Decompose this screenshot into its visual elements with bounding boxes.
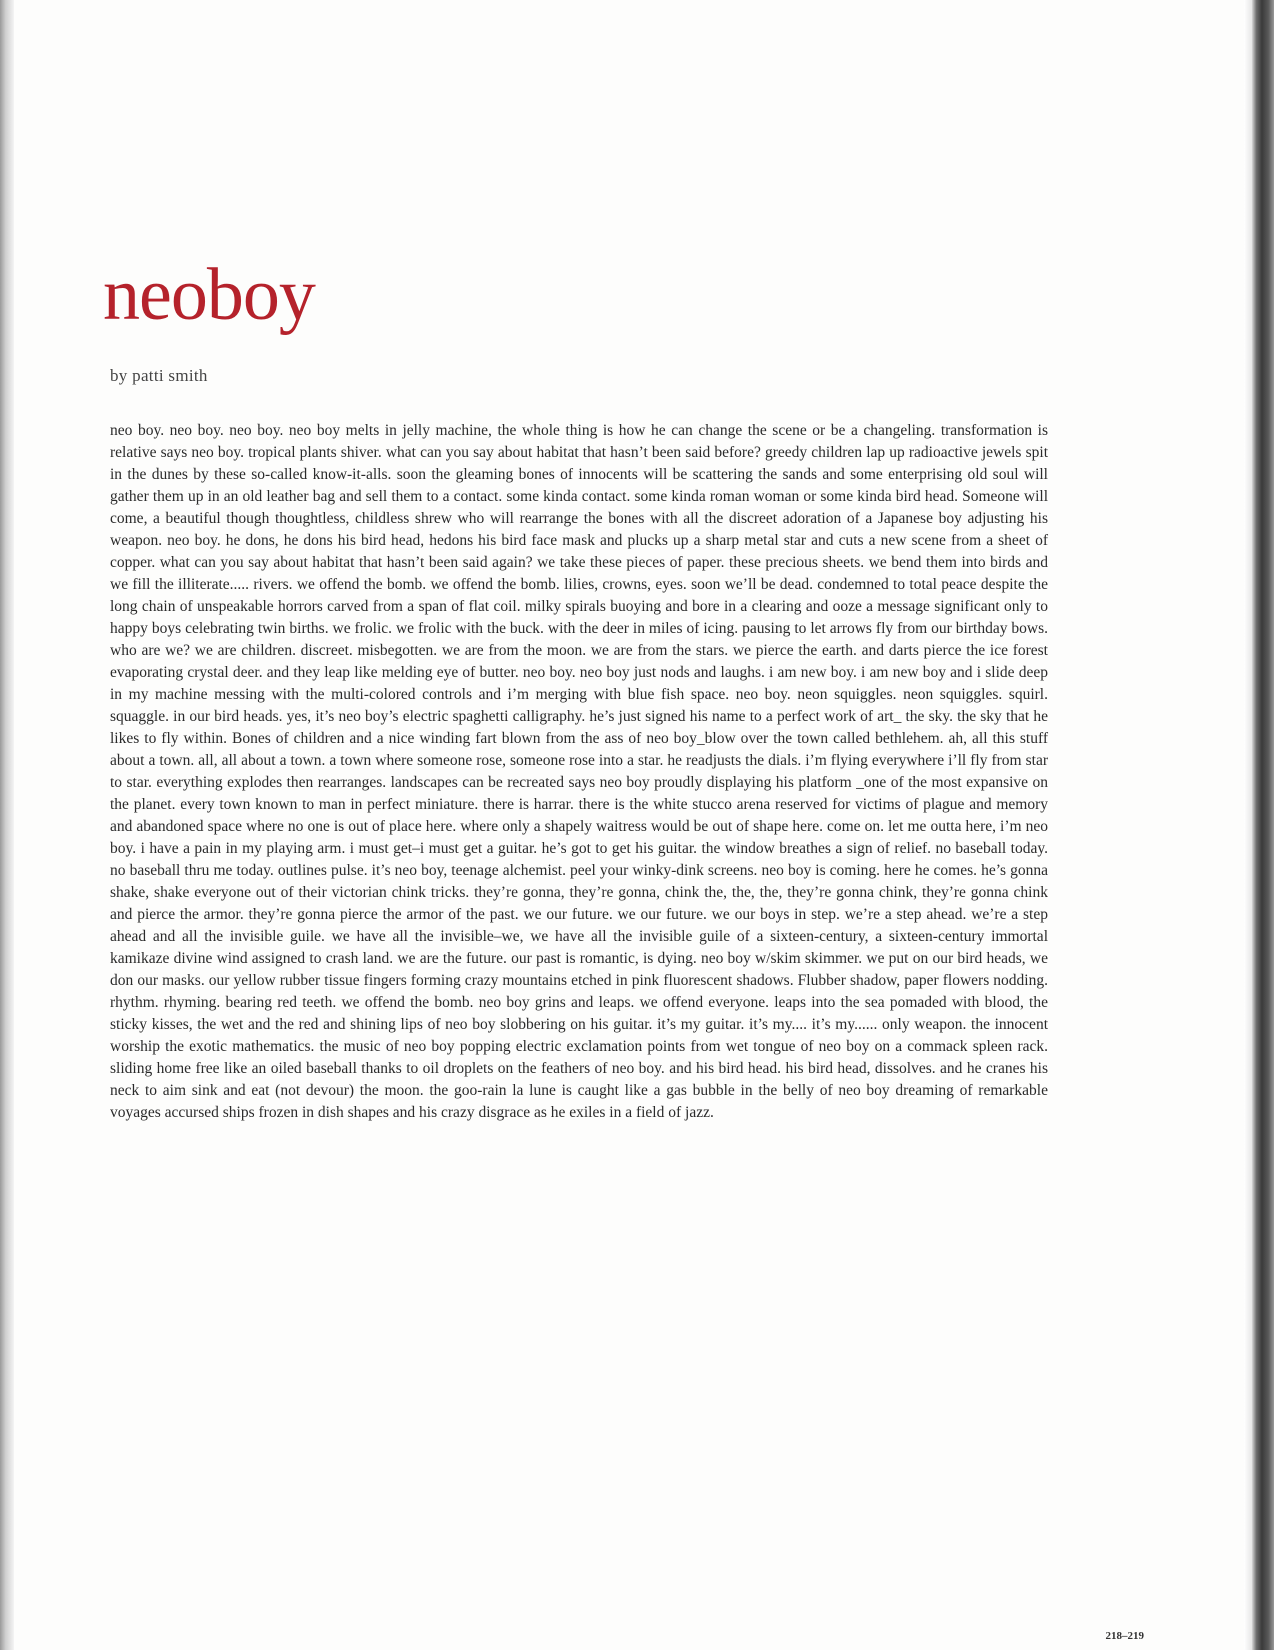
article-body: neo boy. neo boy. neo boy. neo boy melts in jelly machine, the whole thing is how he can change the scene or be a changeling. transformation is relative says neo boy. tropical plants shiver. what can you say about habitat that hasn’t been said before? greedy children lap up radioactive jewels spit in the dunes by these so-called know-it-alls. soon the gleaming bones of innocents will be scattering the sands and some enterprising old soul will gather them up in an old leather bag and sell them to a contact. some kinda contact. some kinda roman woman or some kinda bird head. Someone will come, a beautiful though thoughtless, childless shrew who will rearrange the bones with all the discreet adoration of a Japanese boy adjusting his weapon. neo boy. he dons, he dons his bird head, hedons his bird face mask and plucks up a sharp metal star and cuts a new scene from a sheet of copper. what can you say about habitat that hasn’t been said again? we take these pieces of paper. these precious sheets. we bend them into birds and we fill the illiterate..... rivers. we offend the bomb. we offend the bomb. lilies, crowns, eyes. soon we’ll be dead. condemned to total peace despite the long chain of unspeakable horrors carved from a span of flat coil. milky spirals buoying and bore in a clearing and ooze a message significant only to happy boys celebrating twin births. we frolic. we frolic with the buck. with the deer in miles of icing. pausing to let arrows fly from our birthday bows. who are we? we are children. discreet. misbegotten. we are from the moon. we are from the stars. we pierce the earth. and darts pierce the ice forest evaporating crystal deer. and they leap like melding eye of butter. neo boy. neo boy just nods and laughs. i am new boy. i am new boy and i slide deep in my machine messing with the multi-colored controls and i’m merging with blue fish space. neo boy. neon squiggles. neon squiggles. squirl. squaggle. in our bird heads. yes, it’s neo boy’s electric spaghetti calligraphy. he’s just signed his name to a perfect work of art_ the sky. the sky that he likes to fly within. Bones of children and a nice winding fart blown from the ass of neo boy_blow over the town called bethlehem. ah, all this stuff about a town. all, all about a town. a town where someone rose, someone rose into a star. he readjusts the dials. i’m flying everywhere i’ll fly from star to star. everything explodes then rearranges. landscapes can be recreated says neo boy proudly displaying his platform _one of the most expansive on the planet. every town known to man in perfect miniature. there is harrar. there is the white stucco arena reserved for victims of plague and memory and abandoned space where no one is out of place here. where only a shapely waitress would be out of shape here. come on. let me outta here, i’m neo boy. i have a pain in my playing arm. i must get–i must get a guitar. he’s got to get his guitar. the window breathes a sign of relief. no baseball today. no baseball thru me today. outlines pulse. it’s neo boy, teenage alchemist. peel your winky-dink screens. neo boy is coming. here he comes. he’s gonna shake, shake everyone out of their victorian chink tricks. they’re gonna, they’re gonna, chink the, the, the, they’re gonna chink, they’re gonna chink and pierce the armor. they’re gonna pierce the armor of the past. we our future. we our future. we our boys in step. we’re a step ahead. we’re a step ahead and all the invisible guile. we have all the invisible–we, we have all the invisible guile of a sixteen-century, a sixteen-century immortal kamikaze divine wind assigned to crash land. we are the future. our past is romantic, is dying. neo boy w/skim skimmer. we put on our bird heads, we don our masks. our yellow rubber tissue fingers forming crazy mountains etched in pink fluorescent shadows. Flubber shadow, paper flowers nodding. rhythm. rhyming. bearing red teeth. we offend the bomb. neo boy grins and leaps. we offend everyone. leaps into the sea pomaded with blood, the sticky kisses, the wet and the red and shining lips of neo boy slobbering on his guitar. it’s my guitar. it’s my.... it’s my...... only weapon. the innocent worship the exotic mathematics. the music of neo boy popping electric exclamation points from wet tongue of neo boy on a commack spleen rack. sliding home free like an oiled baseball thanks to oil droplets on the feathers of neo boy. and his bird head. his bird head, dissolves. and he cranes his neck to aim sink and eat (not devour) the moon. the goo-rain la lune is caught like a gas bubble in the belly of neo boy dreaming of remarkable voyages accursed ships frozen in dish shapes and his crazy disgrace as he exiles in a field of jazz.: [110, 422, 1048, 1121]
page-edge-highlight: [1244, 0, 1252, 1650]
article-byline: by patti smith: [110, 366, 208, 385]
page-edge: [1252, 0, 1274, 1650]
binding-shadow: [0, 0, 14, 1650]
page-number: 218–219: [1105, 1630, 1144, 1642]
article-title: neoboy: [103, 254, 315, 336]
